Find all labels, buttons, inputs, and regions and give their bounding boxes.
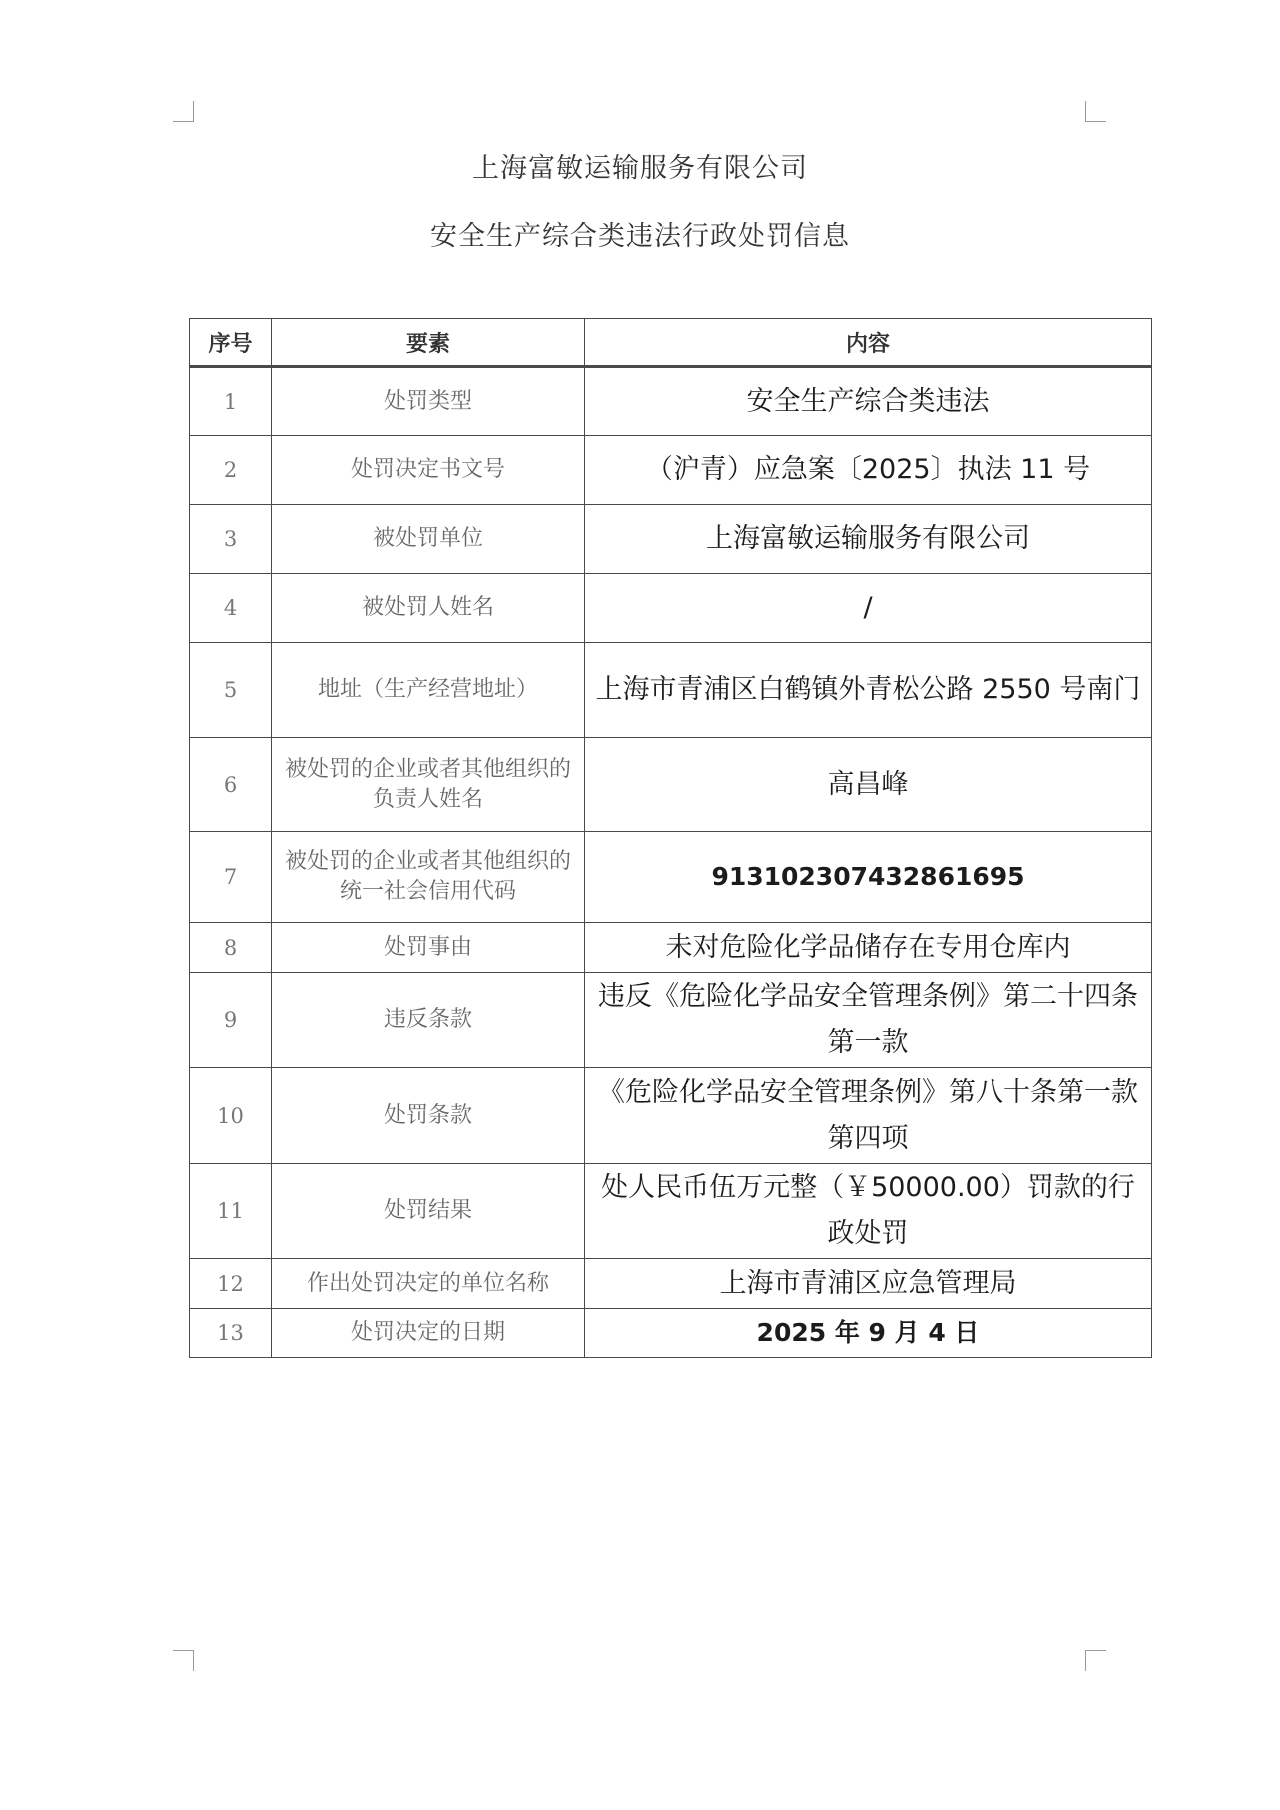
table-row bbox=[190, 923, 1152, 973]
row-number: 10 bbox=[190, 1068, 272, 1164]
row-element: 处罚类型 bbox=[272, 367, 585, 436]
row-content: 未对危险化学品储存在专用仓库内 bbox=[585, 923, 1152, 973]
row-content: 《危险化学品安全管理条例》第八十条第一款第四项 bbox=[585, 1068, 1152, 1164]
table-row bbox=[190, 1259, 1152, 1309]
row-number: 5 bbox=[190, 643, 272, 738]
row-number: 1 bbox=[190, 367, 272, 436]
row-content: 安全生产综合类违法 bbox=[585, 367, 1152, 436]
table-row bbox=[190, 1164, 1152, 1259]
table-row bbox=[190, 574, 1152, 643]
page-corner-mark-top-left bbox=[173, 101, 194, 122]
table-row bbox=[190, 367, 1152, 436]
table-row bbox=[190, 973, 1152, 1068]
table-row bbox=[190, 436, 1152, 505]
row-content: 处人民币伍万元整（￥50000.00）罚款的行政处罚 bbox=[585, 1164, 1152, 1259]
row-number: 6 bbox=[190, 738, 272, 832]
row-element: 违反条款 bbox=[272, 973, 585, 1068]
row-element: 处罚结果 bbox=[272, 1164, 585, 1259]
row-number: 8 bbox=[190, 923, 272, 973]
page-corner-mark-bottom-right bbox=[1085, 1650, 1106, 1671]
table-row bbox=[190, 643, 1152, 738]
row-number: 12 bbox=[190, 1259, 272, 1309]
company-title: 上海富敏运输服务有限公司 bbox=[472, 153, 808, 184]
row-content: 上海市青浦区白鹤镇外青松公路 2550 号南门 bbox=[585, 643, 1152, 738]
row-element: 处罚事由 bbox=[272, 923, 585, 973]
row-element: 被处罚的企业或者其他组织的负责人姓名 bbox=[272, 738, 585, 832]
row-number: 13 bbox=[190, 1309, 272, 1358]
table-header-row bbox=[190, 319, 1152, 367]
header-element: 要素 bbox=[272, 319, 585, 367]
row-element: 作出处罚决定的单位名称 bbox=[272, 1259, 585, 1309]
row-number: 11 bbox=[190, 1164, 272, 1259]
row-content: / bbox=[585, 574, 1152, 643]
row-content: 上海市青浦区应急管理局 bbox=[585, 1259, 1152, 1309]
row-element: 被处罚的企业或者其他组织的统一社会信用代码 bbox=[272, 832, 585, 923]
row-content: 高昌峰 bbox=[585, 738, 1152, 832]
row-content: 913102307432861695 bbox=[585, 832, 1152, 923]
row-element: 处罚决定的日期 bbox=[272, 1309, 585, 1358]
penalty-info-table bbox=[189, 318, 1152, 1358]
row-content: 上海富敏运输服务有限公司 bbox=[585, 505, 1152, 574]
row-element: 被处罚人姓名 bbox=[272, 574, 585, 643]
row-content: 违反《危险化学品安全管理条例》第二十四条第一款 bbox=[585, 973, 1152, 1068]
row-number: 3 bbox=[190, 505, 272, 574]
table-row bbox=[190, 505, 1152, 574]
row-element: 处罚决定书文号 bbox=[272, 436, 585, 505]
table-row bbox=[190, 738, 1152, 832]
page-corner-mark-bottom-left bbox=[173, 1650, 194, 1671]
table-row bbox=[190, 832, 1152, 923]
document-title: 安全生产综合类违法行政处罚信息 bbox=[430, 221, 850, 252]
table-row bbox=[190, 1068, 1152, 1164]
row-element: 处罚条款 bbox=[272, 1068, 585, 1164]
header-seq: 序号 bbox=[190, 319, 272, 367]
row-number: 4 bbox=[190, 574, 272, 643]
row-number: 2 bbox=[190, 436, 272, 505]
row-number: 7 bbox=[190, 832, 272, 923]
row-number: 9 bbox=[190, 973, 272, 1068]
row-element: 地址（生产经营地址） bbox=[272, 643, 585, 738]
row-content: （沪青）应急案〔2025〕执法 11 号 bbox=[585, 436, 1152, 505]
table-row bbox=[190, 1309, 1152, 1358]
page-corner-mark-top-right bbox=[1085, 101, 1106, 122]
row-content: 2025 年 9 月 4 日 bbox=[585, 1309, 1152, 1358]
row-element: 被处罚单位 bbox=[272, 505, 585, 574]
header-content: 内容 bbox=[585, 319, 1152, 367]
